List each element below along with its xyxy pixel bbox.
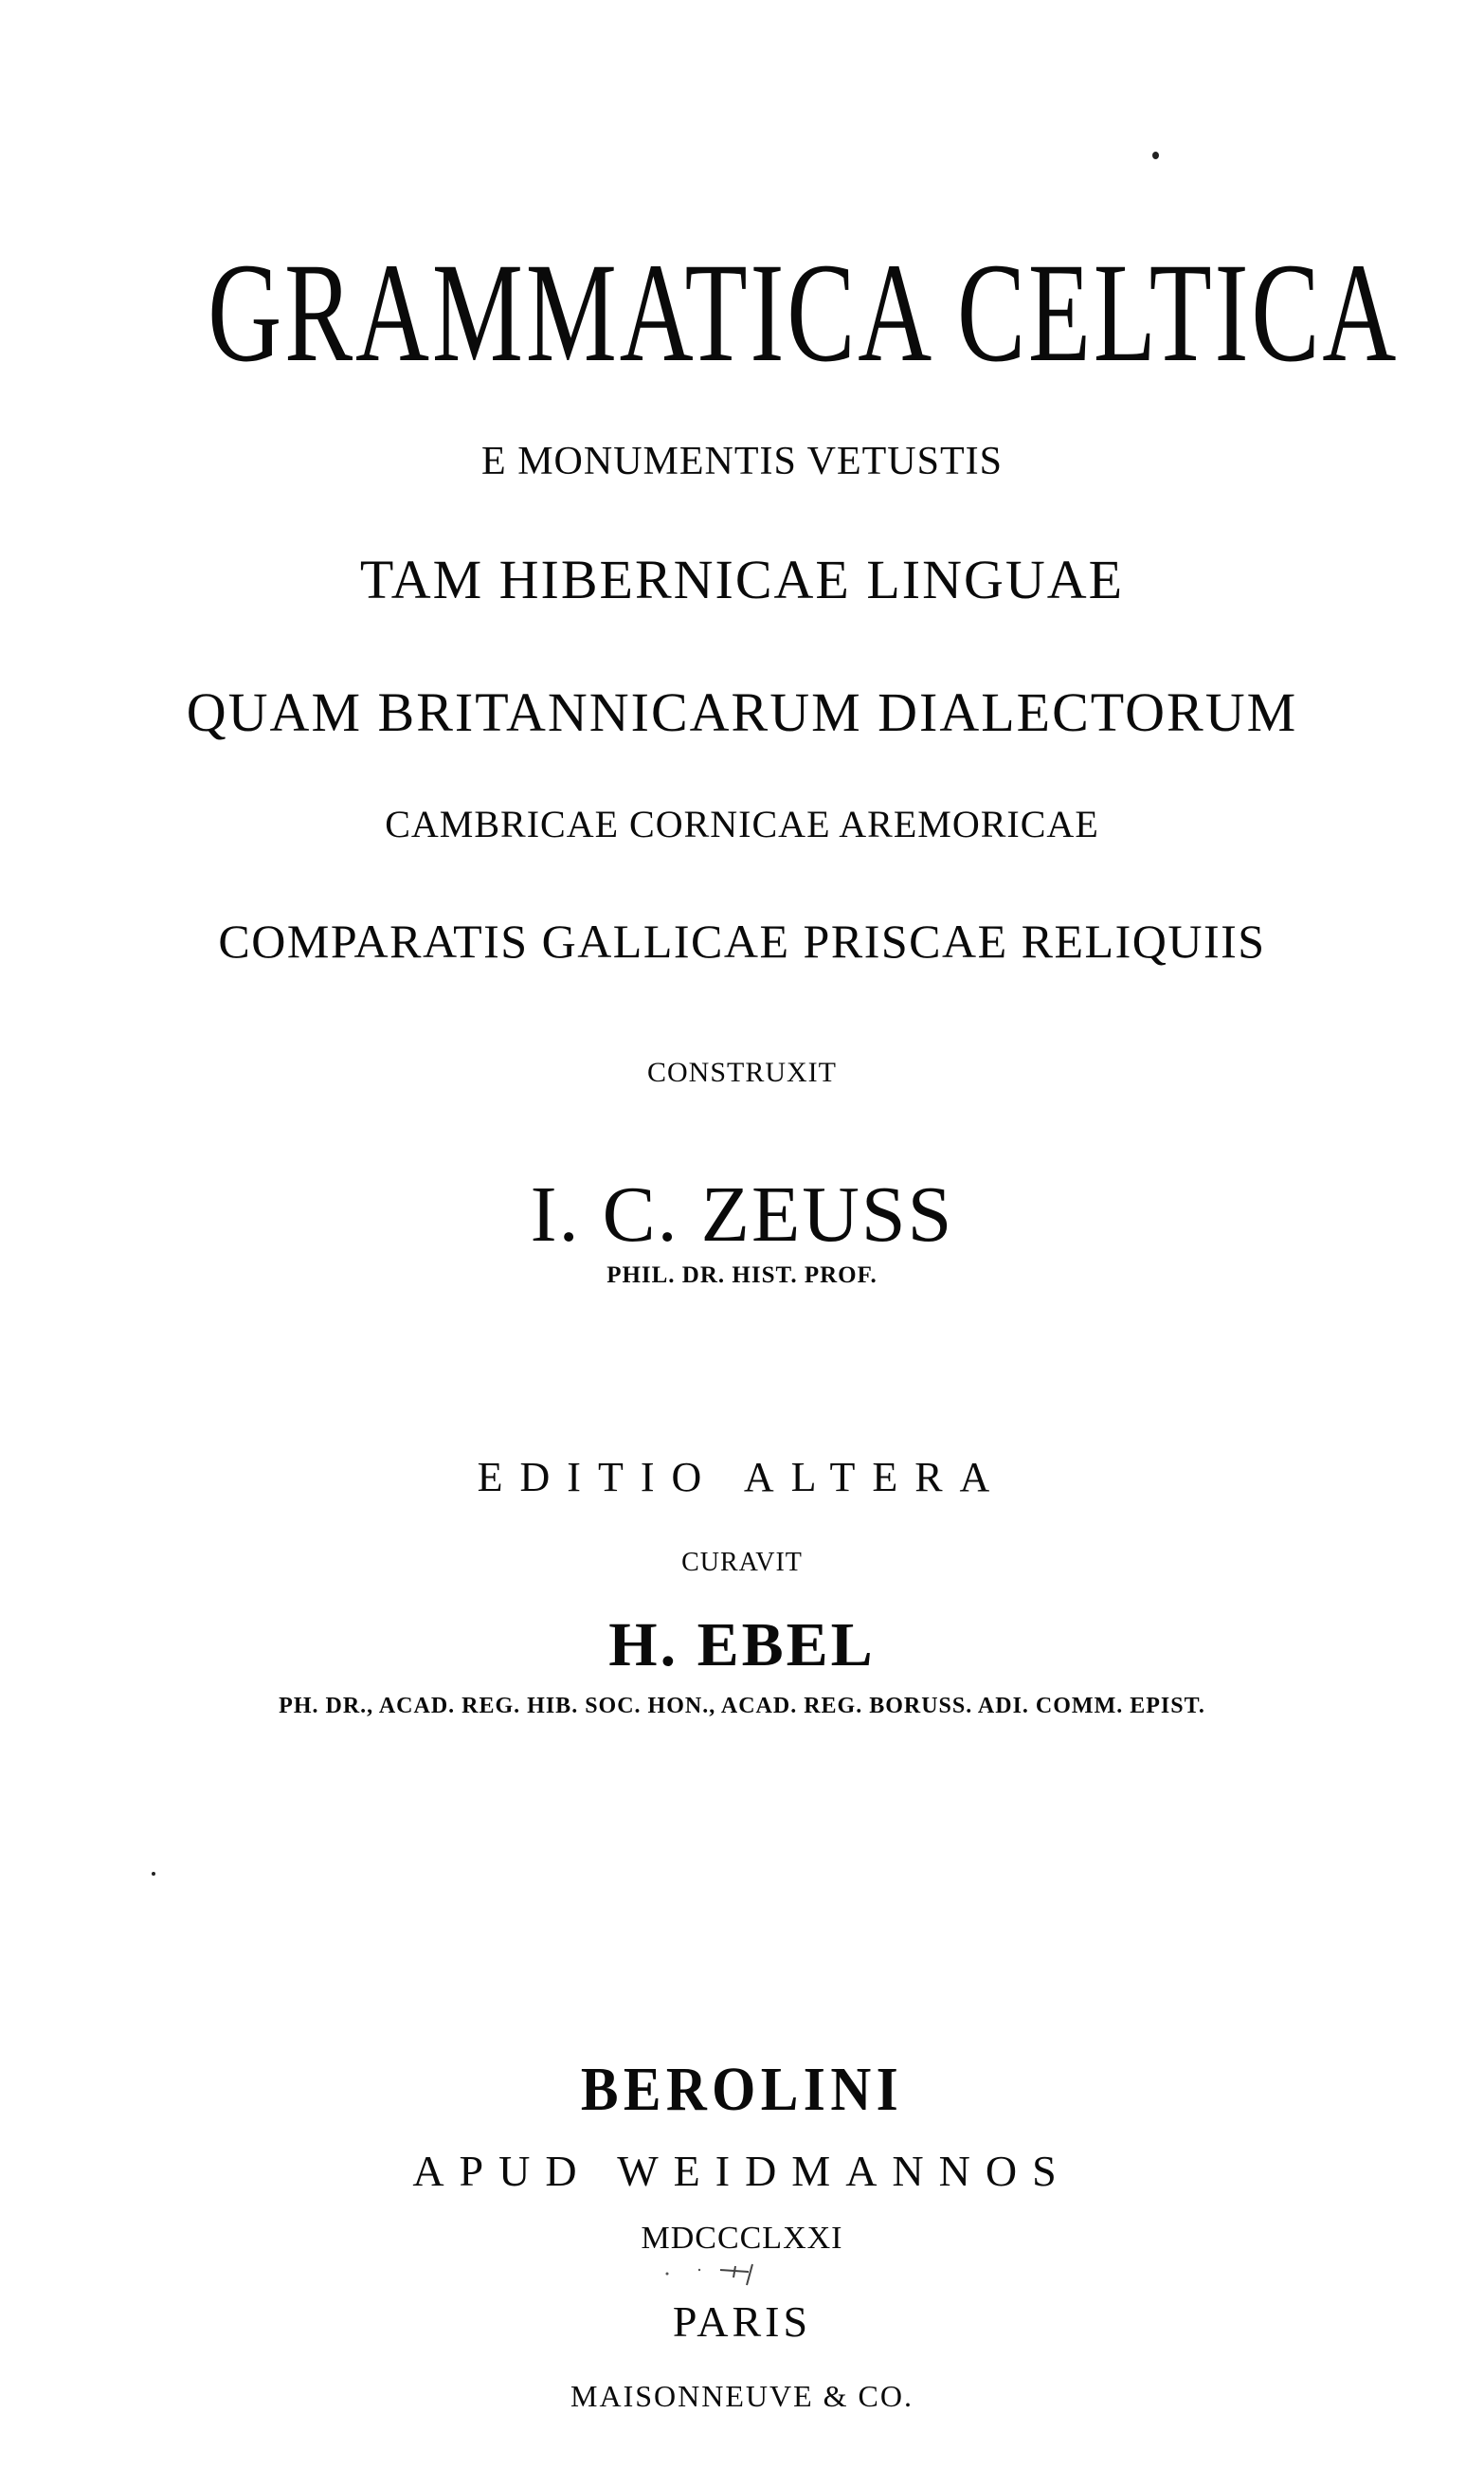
- editor-name: H. EBEL: [608, 1610, 876, 1679]
- subtitle-line-5: COMPARATIS GALLICAE PRISCAE RELIQUIIS: [218, 915, 1266, 968]
- book-title: GRAMMATICA CELTICA: [208, 234, 1400, 391]
- imprint-publisher: APUD WEIDMANNOS: [412, 2147, 1072, 2195]
- ink-speck: [1152, 152, 1159, 159]
- imprint-place: BEROLINI: [580, 2055, 904, 2124]
- author-titles: PHIL. DR. HIST. PROF.: [606, 1262, 878, 1288]
- imprint-place-2: PARIS: [672, 2297, 812, 2346]
- subtitle-line-1: E MONUMENTIS VETUSTIS: [481, 440, 1003, 483]
- edition-statement: EDITIO ALTERA: [477, 1454, 1007, 1500]
- subtitle-line-4: CAMBRICAE CORNICAE AREMORICAE: [385, 803, 1099, 845]
- imprint-year: MDCCCLXXI: [641, 2221, 843, 2256]
- subtitle-line-3: QUAM BRITANNICARUM DIALECTORUM: [186, 681, 1298, 743]
- ink-speck: [152, 1872, 155, 1876]
- construxit-label: CONSTRUXIT: [646, 1057, 837, 1088]
- author-name: I. C. ZEUSS: [530, 1170, 954, 1259]
- pencil-mark: [654, 2260, 796, 2289]
- curavit-label: CURAVIT: [681, 1548, 803, 1577]
- subtitle-line-2: TAM HIBERNICAE LINGUAE: [359, 549, 1125, 610]
- imprint-publisher-2: MAISONNEUVE & CO.: [570, 2379, 914, 2413]
- editor-titles: PH. DR., ACAD. REG. HIB. SOC. HON., ACAD. REG. BORUSS. ADI. COMM. EPIST.: [279, 1694, 1205, 1718]
